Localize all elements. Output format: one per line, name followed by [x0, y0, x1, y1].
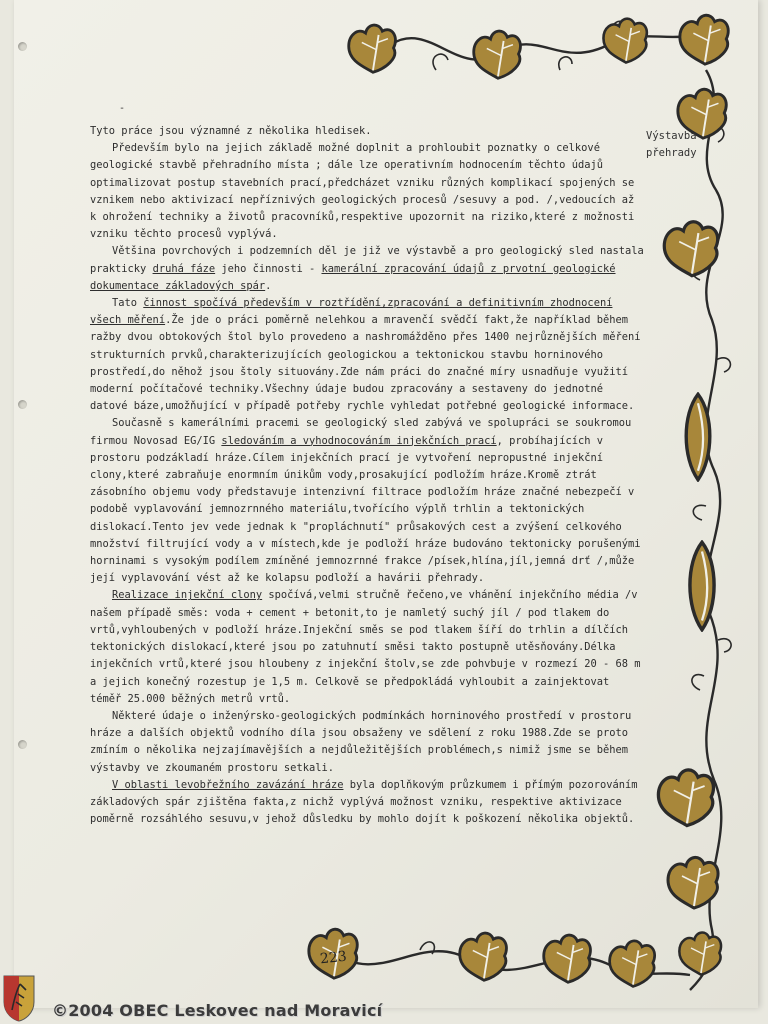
text-run: .: [265, 279, 272, 292]
text-run: jeho činnosti -: [215, 262, 322, 275]
page-number: 223: [319, 948, 348, 968]
underlined-phrase: sledováním a vyhodnocováním injekčních prací: [221, 434, 497, 447]
text-run: Většina povrchových i podzemních děl je již ve výstavbě a pro geologický sled nastala prakticky: [90, 245, 644, 275]
text-run: Tyto práce jsou významné z několika hledisek.: [90, 125, 372, 137]
margin-note: Výstavba přehrady: [646, 130, 697, 159]
text-run: .Že jde o práci poměrně nelehkou a mravenčí svědčí fakt,že například během ražby dvou obtokových štol bylo provedeno a nashromážděno přes 1400 nejrůznějších měření strukturních prvků,charakterizujících geologickou a tektonickou stavbu horninového prostředí,do něhož jsou štoly situovány.Zde nám práci do značné míry usnadňuje využití moderní počítačové techniky.Všechny údaje budou zpracovány a sestaveny do jednotné datové báze,umožňující v případě potřeby rychle vyhledat potřebné geologické informace.: [90, 314, 641, 413]
text-run: Některé údaje o inženýrsko-geologických podmínkách horninového prostředí v prostoru hráze a dalších objektů vodního díla jsou obsaženy ve sdělení z roku 1988.Zde se proto zmíním o několika nejzajímavějších a nejdůležitějších problémech,s nimiž jsme se během výstavby ve zkoumaném prostoru setkali.: [90, 709, 632, 774]
stray-mark: -: [119, 103, 126, 114]
body-paragraph: [90, 140, 645, 243]
underlined-phrase: druhá fáze: [152, 262, 216, 275]
body-paragraph: [90, 243, 645, 295]
underlined-phrase: kamerální zpracování údajů z prvotní geologické dokumentace základových spár: [90, 262, 616, 292]
text-run: Především bylo na jejich základě možné doplnit a prohloubit poznatky o celkové geologické stavbě přehradního místa ; dále lze operativním hodnocením těchto údajů optimalizovat postup stavebních prací,předcházet vzniku různých komplikací spojených se vznikem nebo aktivizací nepříznivých geologických procesů /sesuvy a pod. /,vedoucích až k ohrožení techniky a životů pracovníků,respektive upozornit na riziko,které z možnosti vzniku těchto procesů vyplývá.: [90, 142, 635, 241]
municipal-coat-of-arms-icon: [2, 974, 36, 1022]
text-run: Současně s kamerálními pracemi se geologický sled zabývá ve spolupráci se soukromou firmou Novosad EG/IG: [90, 417, 632, 447]
body-paragraph: [90, 415, 645, 587]
text-run: , probíhajících v prostoru podzákladí hráze.Cílem injekčních prací je vytvoření nepropustné injekční clony,které zabraňuje enormním únikům vody,prosakující podložím hráze.Kromě ztrát zásobního objemu vody představuje intenzivní filtrace podložím hráze značné nebezpečí v podobě vyplavování jemnozrnného materiálu,tvořícího výplň trhlin a tektonických dislokací.Tento jev vede jednak k "propláchnutí" průsakových cest a zvýšení celkového množství filtrující vody a v místech,kde je podloží hráze budováno tektonicky porušenými horninami s vysokým podílem zmíněné jemnozrnné frakce /písek,hlína,jíl,jemná drť /,může její vyplavování vést až ke kolapsu podloží a havárii přehrady.: [90, 434, 641, 585]
underlined-phrase: V oblasti levobřežního zavázání hráze: [112, 778, 344, 791]
body-paragraph: [90, 708, 645, 777]
underlined-phrase: činnost spočívá především v roztřídění,zpracování a definitivním zhodnocení všech měření: [90, 297, 613, 327]
text-run: byla doplňkovým průzkumem i přímým pozorováním základových spár zjištěna fakta,z nichž vyplývá možnost vzniku, respektive aktivizace poměrně rozsáhlého sesuvu,v jehož důsledku by mohlo dojít k poškození několika objektů.: [90, 778, 638, 826]
body-paragraph: [90, 587, 645, 707]
body-paragraph: [90, 295, 645, 415]
typewritten-body: [90, 123, 645, 828]
text-run: Tato: [112, 297, 144, 310]
underlined-phrase: Realizace injekční clony: [112, 589, 263, 602]
body-paragraph: [90, 777, 645, 829]
text-run: spočívá,velmi stručně řečeno,ve vhánění injekčního média /v našem případě směs: voda + cement + betonit,to je namletý suchý jíl / pod tlakem do vrtů,vyhloubených v podloží hráze.Injekční směs se pod tlakem šíří do trhlin a dílčích tektonických dislokací,které jsou po zatuhnutí směsi takto postupně utěsňovány.Délka injekčních vrtů,které jsou hloubeny z injekční štolv,se zde pohvbuje v rozmezí 20 - 68 m a jejich konečný rozestup je 1,5 m. Celkově se předpokládá vyhloubit a zainjektovat téměř 25.000 běžných metrů vrtů.: [90, 589, 641, 705]
body-paragraph: [90, 123, 645, 140]
copyright-footer: ©2004 OBEC Leskovec nad Moravicí: [52, 1001, 383, 1020]
